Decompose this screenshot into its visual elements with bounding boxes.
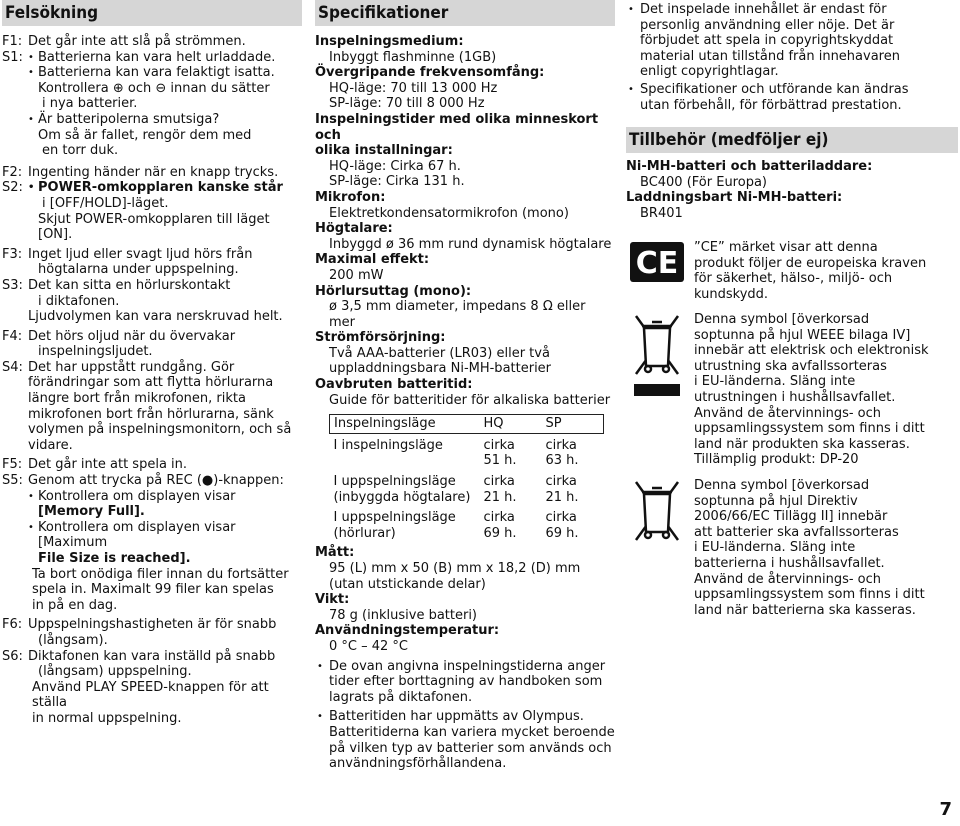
note-item: • Det inspelade innehållet är endast för personlig användning eller nöje. Det är förbjudet att spela in copyrightskyddat material utan tillstånd från innehavaren enligt copyrightlagar. bbox=[626, 2, 958, 80]
weee-bin-icon bbox=[632, 314, 682, 405]
qa-f3: F3: Inget ljud eller svagt ljud hörs från högtalarna under uppspelning. bbox=[2, 246, 253, 278]
qa-s3: S3: Det kan sitta en hörlurskontakt i diktafonen. Ljudvolymen kan vara nerskruvad helt. bbox=[2, 277, 283, 325]
qa-f1: F1: Det går inte att slå på strömmen. bbox=[2, 34, 246, 49]
accessories-body: Ni-MH-batteri och batteriladdare: BC400 (För Europa) Laddningsbart Ni-MH-batteri: BR401 bbox=[626, 159, 873, 221]
troubleshooting-body bbox=[2, 34, 302, 727]
specifications-body: Inspelningsmedium: Inbyggt flashminne (1GB) Övergripande frekvensomfång: HQ-läge: 70 till 13 000 Hz SP-läge: 70 till 8 000 Hz Inspelningstider med olika minneskort och olika installningar: HQ-läge: Cirka 67 h. SP-läge: Cirka 131 h. Mikrofon: Elektretkondensatormikrofon (mono) Högtalare: Inbyggd ø 36 mm rund dynamisk högtalare Maximal effekt: 200 mW Hörlursuttag (mono): ø 3,5 mm diameter, impedans 8 Ω eller mer Strömförsörjning: Två AAA-batterier (LR03) eller två uppladdningsbara Ni-MH-batterier Oavbruten batteritid: Guide för batteritider för alkaliska batterier Inspelningsläge HQ SP I inspelningsläge cirka 51 h. cirka 63 h. I uppspelningsläge (inbyggda högtalare) cirka 21 h. cirka 21 h. I uppspelningsläge (hörlurar) cirka 69 h. cirka 69 h. Mått: 95 (L) mm x 50 (B) mm x 18,2 (D) mm (utan utstickande delar) Vikt: 78 g (inklusive batteri) Användningstemperatur: 0 °C – 42 °C • De ovan angivna inspelningstiderna anger tider efter borttagning av handboken som lagrats på diktafonen. • Batteritiden har uppmätts av Olympus. Batteritiderna kan variera mycket beroende på vilken typ av batterier som används och användningsförhållandena. bbox=[315, 34, 615, 772]
qa-s5: S5: Genom att trycka på REC (●)-knappen: • Kontrollera om displayen visar [Memory Full]. • Kontrollera om displayen visar [Maximum File Size is reached]. Ta bort onödiga filer innan du fortsätter spela in. Maximalt 99 filer kan spelas in på en dag. bbox=[2, 473, 302, 613]
spec-notes bbox=[315, 659, 615, 772]
note-item: • Batteritiden har uppmätts av Olympus. Batteritiderna kan variera mycket beroende på vilken typ av batterier som används och användningsförhållandena. bbox=[315, 709, 615, 771]
qa-s2: S2: • POWER-omkopplaren kanske står i [OFF/HOLD]-läget. Skjut POWER-omkopplaren till läget [ON]. bbox=[2, 180, 302, 242]
table-row: I uppspelningsläge (hörlurar) cirka 69 h. cirka 69 h. bbox=[333, 510, 579, 541]
qa-f2: F2: Ingenting händer när en knapp trycks. bbox=[2, 164, 279, 180]
qa-f5: F5: Det går inte att spela in. bbox=[2, 457, 188, 473]
top-notes bbox=[626, 2, 958, 113]
table-header-row: Inspelningsläge HQ SP bbox=[330, 415, 604, 434]
qa-f4: F4: Det hörs oljud när du övervakar inspelningsljudet. bbox=[2, 328, 236, 360]
note-item: • Specifikationer och utförande kan ändras utan förbehåll, för förbättrad prestation. bbox=[626, 82, 958, 113]
battery-bin-icon bbox=[632, 480, 682, 547]
battery-disposal-text: Denna symbol [överkorsad soptunna på hjul Direktiv 2006/66/EC Tillägg II] innebär att batterier ska avfallssorteras i EU-länderna. Släng inte batterierna i hushållsavfallet. Använd de återvinnings- och uppsamlingssystem som finns i ditt land när batterierna ska kasseras. bbox=[694, 478, 925, 618]
ce-text: ”CE” märket visar att denna produkt följer de europeiska kraven för säkerhet, hälso-, miljö- och kundskydd. bbox=[694, 240, 927, 302]
ce-mark-icon bbox=[630, 242, 684, 287]
table-row: I uppspelningsläge (inbyggda högtalare) cirka 21 h. cirka 21 h. bbox=[333, 474, 579, 505]
specifications-column bbox=[315, 0, 615, 772]
weee-text: Denna symbol [överkorsad soptunna på hjul WEEE bilaga IV] innebär att elektrisk och elektronisk utrustning ska avfallssorteras i EU-länderna. Släng inte utrustningen i hushållsavfallet. Använd de återvinnings- och uppsamlingssystem som finns i ditt land när produkten ska kasseras. Tillämplig produkt: DP-20 bbox=[694, 312, 929, 468]
table-row: I inspelningsläge cirka 51 h. cirka 63 h. bbox=[333, 437, 579, 469]
qa-s1: S1: • Batterierna kan vara helt urladdade. • Batterierna kan vara felaktigt isatta. Kontrollera ⊕ och ⊖ innan du sätter i nya batterier. • Är batteripolerna smutsiga? Om så är fallet, rengör dem med en torr duk. bbox=[2, 50, 302, 159]
accessories-title: Tillbehör (medföljer ej) bbox=[626, 127, 958, 153]
troubleshooting-title: Felsökning bbox=[2, 0, 302, 26]
qa-s6: S6: Diktafonen kan vara inställd på snabb (långsam) uppspelning. Använd PLAY SPEED-knappen för att ställa in normal uppspelning. bbox=[2, 648, 276, 726]
specifications-title: Specifikationer bbox=[315, 0, 615, 26]
svg-text:CE: CE bbox=[635, 246, 679, 281]
troubleshooting-column bbox=[2, 0, 302, 727]
qa-f6: F6: Uppspelningshastigheten är för snabb (långsam). bbox=[2, 617, 277, 648]
accessories-column bbox=[626, 0, 958, 618]
battery-life-table bbox=[329, 414, 604, 542]
note-item: • De ovan angivna inspelningstiderna anger tider efter borttagning av handboken som lagrats på diktafonen. bbox=[315, 659, 615, 706]
page-number: 7 bbox=[939, 799, 952, 821]
qa-s4: S4: Det har uppstått rundgång. Gör förändringar som att flytta hörlurarna längre bort från mikrofonen, rikta mikrofonen bort från hörlurarna, sänk volymen på inspelningsmonitorn, och så vidare. bbox=[2, 359, 292, 453]
